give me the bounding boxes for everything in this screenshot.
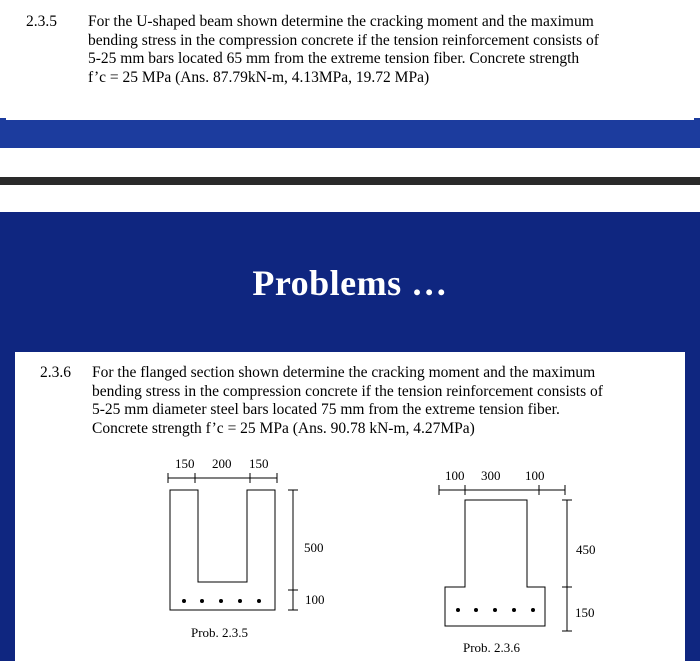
slide-title: Problems … (252, 263, 448, 303)
slide-divider (0, 177, 700, 185)
t-top-dim-3: 100 (525, 468, 545, 483)
problem-235-line-3: 5-25 mm bars located 65 mm from the extreme tension fiber. Concrete strength (88, 50, 580, 67)
t-caption: Prob. 2.3.6 (463, 640, 521, 655)
u-caption: Prob. 2.3.5 (191, 625, 249, 640)
u-beam-figure (168, 473, 298, 610)
problem-235-line-4: f’c = 25 MPa (Ans. 87.79kN-m, 4.13MPa, 19.72 MPa) (88, 68, 430, 86)
problem-235-line-1: For the U-shaped beam shown determine the cracking moment and the maximum (88, 13, 594, 30)
u-top-dim-3: 150 (249, 456, 269, 471)
slide-blue-band (0, 118, 700, 148)
t-top-dim-2: 300 (481, 468, 501, 483)
slide-content-box (15, 352, 685, 661)
slide-content-box (6, 0, 694, 120)
u-height-dim: 500 (304, 540, 324, 555)
problem-236-line-3: 5-25 mm diameter steel bars located 75 mm from the extreme tension fiber. (92, 401, 560, 418)
u-bottom-dim: 100 (305, 592, 325, 607)
u-rebar (182, 599, 261, 603)
t-height-dim: 450 (576, 542, 596, 557)
problem-235-line-2: bending stress in the compression concrete if the tension reinforcement consists of (88, 31, 599, 49)
t-bottom-dim: 150 (575, 605, 595, 620)
problem-236-number: 2.3.6 (40, 364, 71, 381)
problem-236-line-4: Concrete strength f’c = 25 MPa (Ans. 90.78 kN-m, 4.27MPa) (92, 419, 475, 437)
slide-problem-236 (0, 212, 700, 661)
t-beam-outline (445, 500, 545, 626)
problem-236-line-1: For the flanged section shown determine the cracking moment and the maximum (92, 364, 596, 381)
u-top-dim-1: 150 (175, 456, 195, 471)
problem-235-number: 2.3.5 (26, 13, 57, 30)
t-top-dim-1: 100 (445, 468, 465, 483)
problem-236-line-2: bending stress in the compression concrete if the tension reinforcement consists of (92, 382, 603, 400)
slide-problem-235 (0, 0, 700, 148)
u-beam-outline (170, 490, 275, 610)
t-rebar (456, 608, 535, 612)
problem-235-body (88, 13, 686, 87)
u-top-dim-2: 200 (212, 456, 232, 471)
figures (15, 352, 685, 661)
